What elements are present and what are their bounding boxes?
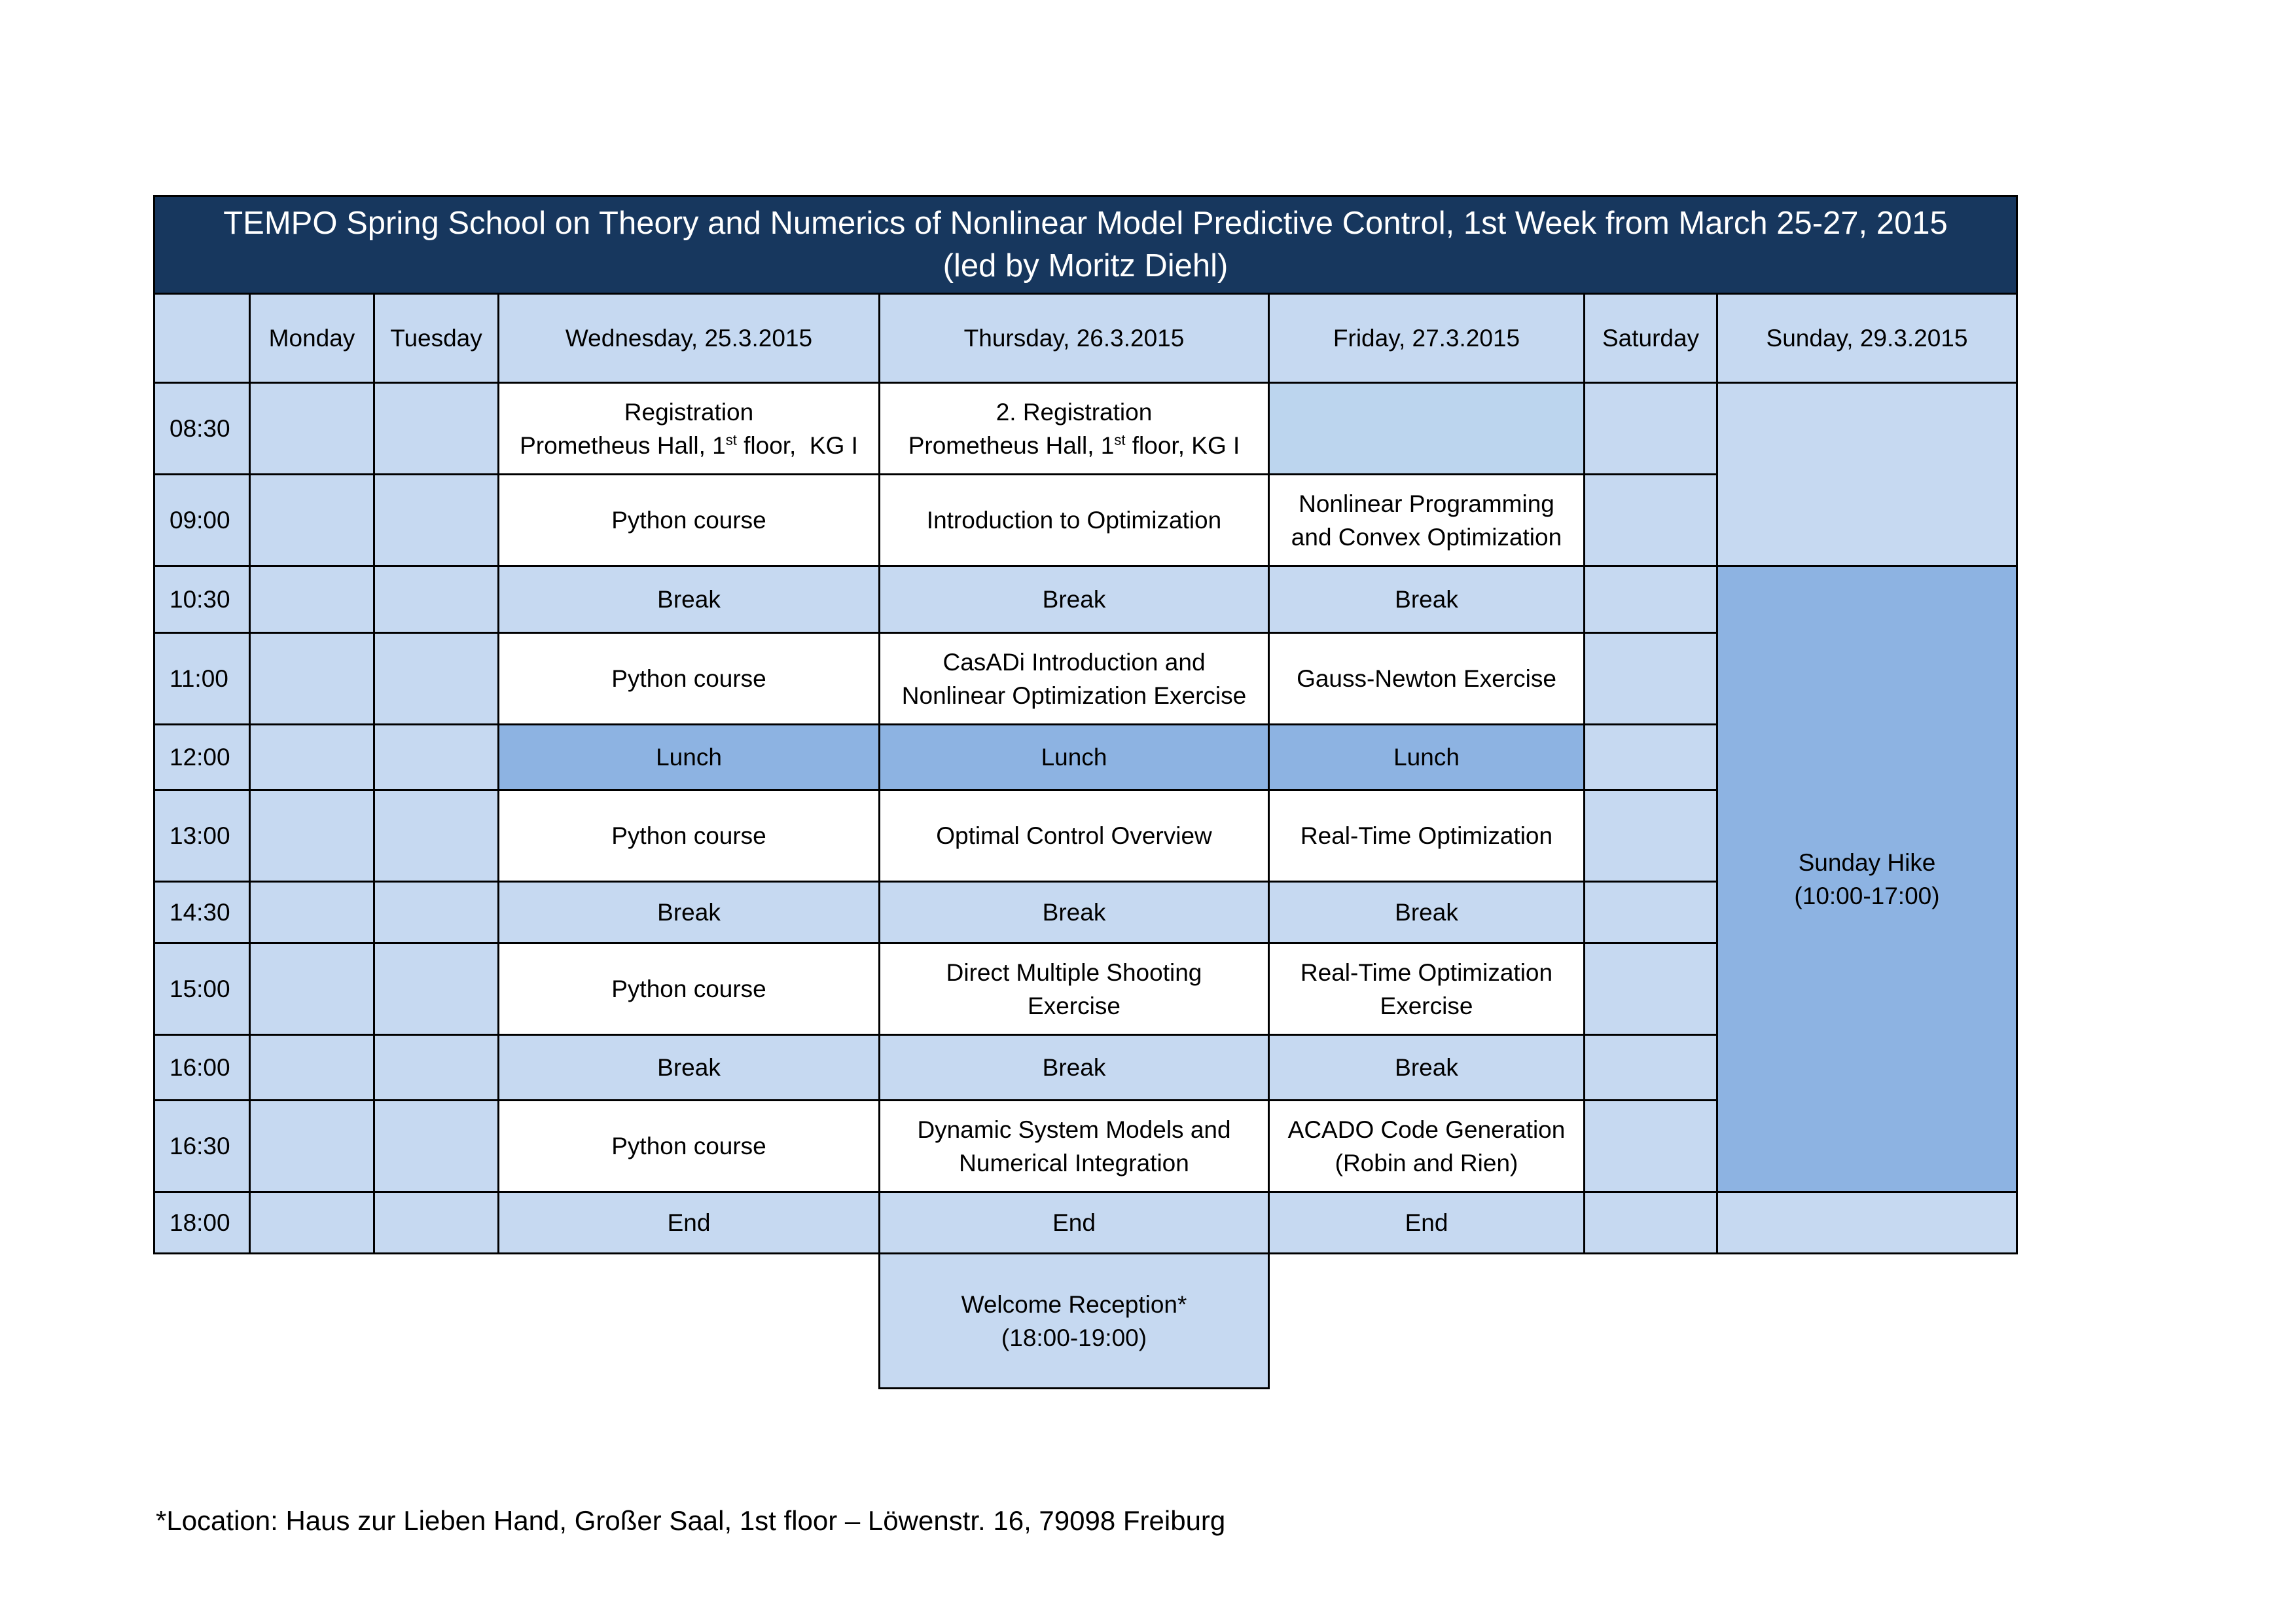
wednesday-session: Python course — [499, 1101, 880, 1192]
wednesday-session: Python course — [499, 943, 880, 1035]
saturday-cell — [1585, 943, 1717, 1035]
tuesday-cell — [374, 882, 499, 943]
tuesday-cell — [374, 383, 499, 475]
monday-cell — [250, 790, 374, 882]
tuesday-cell — [374, 725, 499, 790]
saturday-cell — [1585, 1035, 1717, 1101]
monday-cell — [250, 383, 374, 475]
friday-session: Real-Time Optimization Exercise — [1269, 943, 1585, 1035]
saturday-cell — [1585, 566, 1717, 633]
day-header-tuesday: Tuesday — [374, 294, 499, 383]
day-header-saturday: Saturday — [1585, 294, 1717, 383]
monday-cell — [250, 1035, 374, 1101]
friday-session: Real-Time Optimization — [1269, 790, 1585, 882]
wednesday-break: Break — [499, 1035, 880, 1101]
friday-break: Break — [1269, 882, 1585, 943]
title-line-1: TEMPO Spring School on Theory and Numerics of Nonlinear Model Predictive Control, 1st Week from March 25-27, 2015 — [223, 206, 1948, 241]
schedule-title — [154, 196, 2017, 294]
wednesday-break: Break — [499, 566, 880, 633]
day-header-thursday: Thursday, 26.3.2015 — [880, 294, 1269, 383]
tuesday-cell — [374, 1101, 499, 1192]
thursday-session: Direct Multiple Shooting Exercise — [880, 943, 1269, 1035]
friday-session: ACADO Code Generation (Robin and Rien) — [1269, 1101, 1585, 1192]
time-label: 16:30 — [154, 1101, 250, 1192]
monday-cell — [250, 1101, 374, 1192]
monday-cell — [250, 1192, 374, 1254]
sunday-hike: Sunday Hike (10:00-17:00) — [1717, 566, 2017, 1192]
tuesday-cell — [374, 633, 499, 725]
thursday-session: CasADi Introduction and Nonlinear Optimization Exercise — [880, 633, 1269, 725]
tuesday-cell — [374, 943, 499, 1035]
friday-break: Break — [1269, 566, 1585, 633]
saturday-cell — [1585, 633, 1717, 725]
wednesday-registration: Registration Prometheus Hall, 1st floor, KG I — [499, 383, 880, 475]
saturday-cell — [1585, 790, 1717, 882]
monday-cell — [250, 475, 374, 566]
title-line-2: (led by Moritz Diehl) — [942, 248, 1229, 283]
friday-session: Gauss-Newton Exercise — [1269, 633, 1585, 725]
wednesday-session: Python course — [499, 475, 880, 566]
day-header-friday: Friday, 27.3.2015 — [1269, 294, 1585, 383]
time-label: 15:00 — [154, 943, 250, 1035]
wednesday-lunch: Lunch — [499, 725, 880, 790]
friday-session: Nonlinear Programming and Convex Optimization — [1269, 475, 1585, 566]
day-header-monday: Monday — [250, 294, 374, 383]
thursday-session: Optimal Control Overview — [880, 790, 1269, 882]
friday-break: Break — [1269, 1035, 1585, 1101]
saturday-cell — [1585, 383, 1717, 475]
monday-cell — [250, 725, 374, 790]
day-header-wednesday: Wednesday, 25.3.2015 — [499, 294, 880, 383]
time-label: 18:00 — [154, 1192, 250, 1254]
time-label: 14:30 — [154, 882, 250, 943]
saturday-cell — [1585, 1192, 1717, 1254]
time-label: 13:00 — [154, 790, 250, 882]
day-header-sunday: Sunday, 29.3.2015 — [1717, 294, 2017, 383]
wednesday-break: Break — [499, 882, 880, 943]
time-label: 11:00 — [154, 633, 250, 725]
monday-cell — [250, 882, 374, 943]
schedule-table — [153, 195, 2018, 1389]
saturday-cell — [1585, 475, 1717, 566]
thursday-break: Break — [880, 566, 1269, 633]
friday-lunch: Lunch — [1269, 725, 1585, 790]
wednesday-end: End — [499, 1192, 880, 1254]
tuesday-cell — [374, 790, 499, 882]
time-label: 09:00 — [154, 475, 250, 566]
time-label: 12:00 — [154, 725, 250, 790]
saturday-cell — [1585, 725, 1717, 790]
time-label: 08:30 — [154, 383, 250, 475]
tuesday-cell — [374, 566, 499, 633]
monday-cell — [250, 943, 374, 1035]
saturday-cell — [1585, 1101, 1717, 1192]
thursday-session: Introduction to Optimization — [880, 475, 1269, 566]
thursday-session: Dynamic System Models and Numerical Integration — [880, 1101, 1269, 1192]
tuesday-cell — [374, 1035, 499, 1101]
sunday-cell — [1717, 1192, 2017, 1254]
thursday-registration: 2. Registration Prometheus Hall, 1st floor, KG I — [880, 383, 1269, 475]
saturday-cell — [1585, 882, 1717, 943]
welcome-reception: Welcome Reception* (18:00-19:00) — [880, 1254, 1269, 1389]
thursday-break: Break — [880, 1035, 1269, 1101]
wednesday-session: Python course — [499, 633, 880, 725]
thursday-lunch: Lunch — [880, 725, 1269, 790]
sunday-morning-cell — [1717, 383, 2017, 566]
corner-cell — [154, 294, 250, 383]
time-label: 16:00 — [154, 1035, 250, 1101]
thursday-break: Break — [880, 882, 1269, 943]
location-footnote: *Location: Haus zur Lieben Hand, Großer Saal, 1st floor – Löwenstr. 16, 79098 Freiburg — [156, 1505, 1226, 1536]
time-label: 10:30 — [154, 566, 250, 633]
wednesday-session: Python course — [499, 790, 880, 882]
friday-end: End — [1269, 1192, 1585, 1254]
tuesday-cell — [374, 1192, 499, 1254]
friday-cell — [1269, 383, 1585, 475]
monday-cell — [250, 566, 374, 633]
tuesday-cell — [374, 475, 499, 566]
monday-cell — [250, 633, 374, 725]
thursday-end: End — [880, 1192, 1269, 1254]
